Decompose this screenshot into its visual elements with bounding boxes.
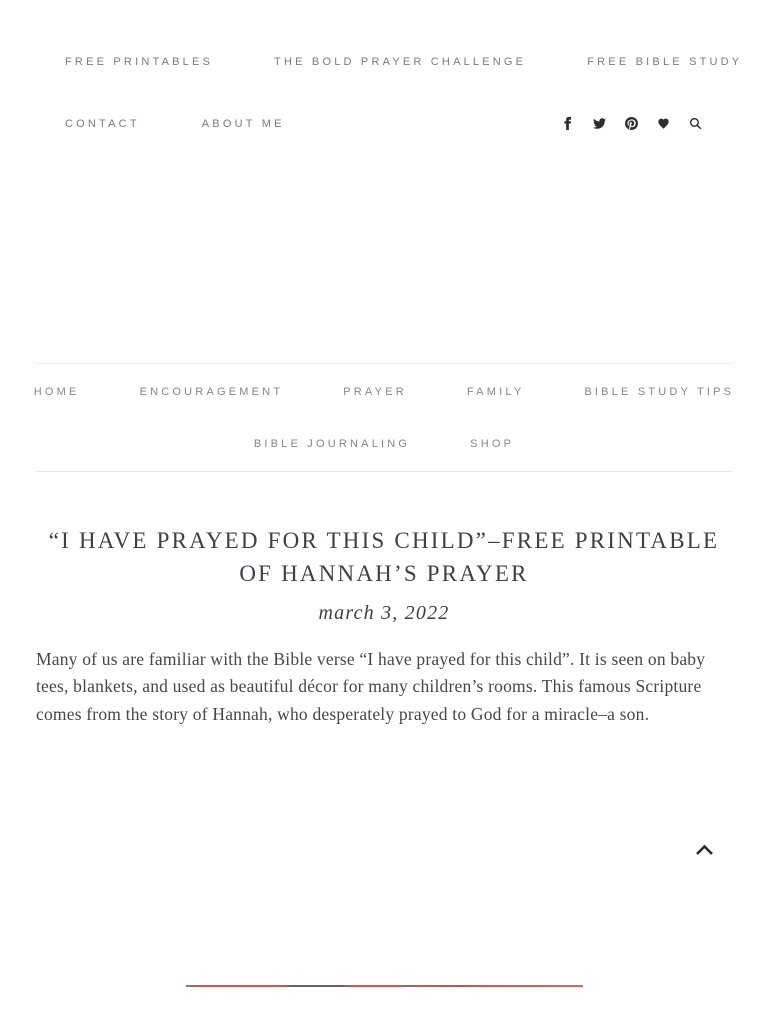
secondary-nav-row-2 <box>65 117 732 130</box>
social-icon-bar <box>561 117 702 130</box>
nav-link-bible-study-tips[interactable]: BIBLE STUDY TIPS <box>584 386 735 398</box>
nav-link-free-printables[interactable]: FREE PRINTABLES <box>65 56 214 68</box>
post-title: “I HAVE PRAYED FOR THIS CHILD”–FREE PRINTABLE OF HANNAH’S PRAYER <box>48 528 720 586</box>
secondary-nav-row-1 <box>65 56 743 68</box>
twitter-icon[interactable] <box>593 117 606 130</box>
article <box>0 524 768 728</box>
nav-link-family[interactable]: FAMILY <box>466 386 525 398</box>
facebook-icon[interactable] <box>561 117 574 130</box>
nav-link-home[interactable]: HOME <box>33 386 80 398</box>
nav-link-encouragement[interactable]: ENCOURAGEMENT <box>139 386 284 398</box>
back-to-top-button[interactable] <box>690 839 718 861</box>
post-image-top-edge <box>186 985 583 987</box>
nav-link-free-bible-study[interactable]: FREE BIBLE STUDY <box>587 56 743 68</box>
post-date: march 3, 2022 <box>318 602 450 624</box>
nav-link-shop[interactable]: SHOP <box>470 438 515 450</box>
nav-link-bold-prayer-challenge[interactable]: THE BOLD PRAYER CHALLENGE <box>274 56 527 68</box>
nav-link-prayer[interactable]: PRAYER <box>343 386 407 398</box>
pinterest-icon[interactable] <box>625 117 638 130</box>
top-header <box>0 0 768 130</box>
secondary-nav-links <box>65 118 285 130</box>
primary-nav <box>33 363 735 472</box>
nav-link-about-me[interactable]: ABOUT ME <box>201 117 285 130</box>
search-icon[interactable] <box>689 117 702 130</box>
post-body-paragraph: Many of us are familiar with the Bible verse “I have prayed for this child”. It is seen on baby tees, blankets, and used as beautiful décor for many children’s rooms. This famous Scripture comes from the story of Hannah, who desperately prayed to God for a miracle–a son. <box>36 649 706 724</box>
primary-nav-row-1 <box>33 386 735 398</box>
chevron-up-icon <box>695 844 714 856</box>
nav-link-bible-journaling[interactable]: BIBLE JOURNALING <box>253 438 411 450</box>
nav-link-contact[interactable]: CONTACT <box>65 117 140 130</box>
bloglovin-heart-icon[interactable] <box>657 117 670 130</box>
primary-nav-row-2 <box>36 438 732 450</box>
